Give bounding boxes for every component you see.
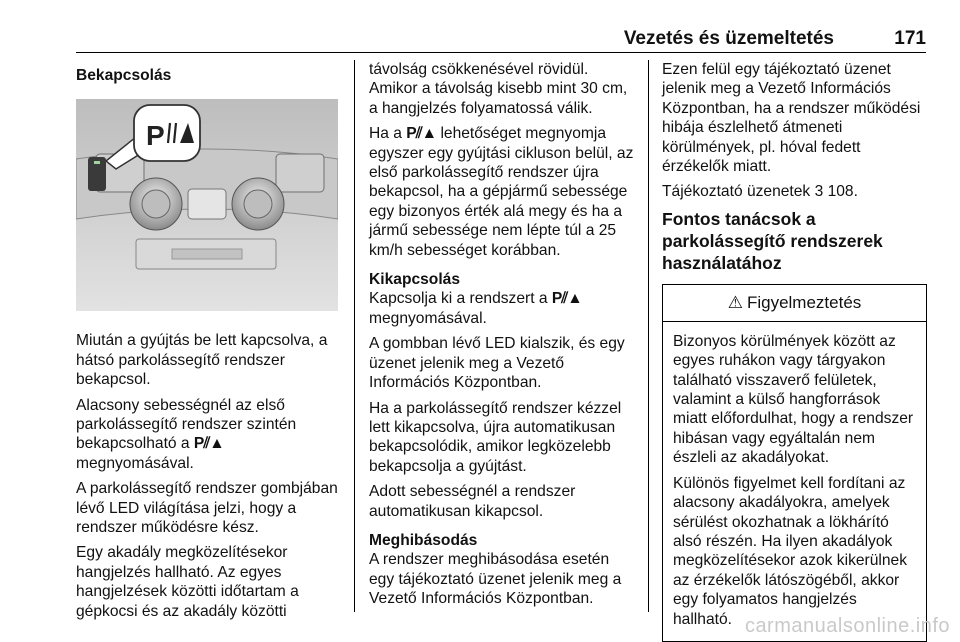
- watermark: carmanualsonline.info: [744, 615, 950, 637]
- paragraph: Kapcsolja ki a rendszert a P⫽▲ megnyomásával.: [369, 290, 582, 327]
- paragraph: Miután a gyújtás be lett kapcsolva, a hátsó parkolássegítő rendszer bekapcsol.: [76, 332, 328, 389]
- paragraph: A rendszer meghibásodása esetén egy tájékoztató üzenet jelenik meg a Vezető Információs Központban.: [369, 551, 622, 608]
- park-assist-symbol-icon: P⫽▲: [193, 435, 224, 453]
- warning-header: ⚠ Figyelmeztetés: [663, 285, 926, 322]
- paragraph: A parkolássegítő rendszer gombjában lévő LED világítása jelzi, hogy a rendszer működésre kész.: [76, 480, 338, 537]
- heading-kikapcsolas: Kikapcsolás: [369, 271, 461, 289]
- paragraph: Ezen felül egy tájékoztató üzenet jelenik meg a Vezető Információs Központban, ha a rendszer működési hibája észlelhető átmeneti körülmények, pl. hóval fedett érzékelők miatt.: [662, 61, 921, 176]
- paragraph: Alacsony sebességnél az első parkolássegítő rendszer szintén bekapcsolható a P⫽▲ megnyomásával.: [76, 396, 297, 472]
- park-assist-symbol-icon: P⫽▲: [551, 290, 582, 308]
- paragraph: távolság csökkenésével rövidül. Amikor a távolság kisebb mint 30 cm, a hangjelzés folyamatossá válik.: [369, 61, 628, 117]
- paragraph: Egy akadály megközelítésekor hangjelzés hallható. Az egyes hangjelzések közötti időtartam a gépkocsi és az akadály közötti: [76, 544, 299, 620]
- warning-box: [662, 284, 927, 642]
- center-console-image: [76, 99, 338, 311]
- page-number: 171: [894, 28, 926, 49]
- paragraph: Ha a P⫽▲ lehetőséget megnyomja egyszer egy gyújtási cikluson belül, az első parkolássegítő rendszer újra bekapcsol, ha a gépjármű sebessége egy bizonyos érték alá megy és ha a jármű sebessége nem lépte túl a 25 km/h sebességet korábban.: [369, 125, 634, 259]
- column-divider-1: [354, 60, 355, 612]
- paragraph: Tájékoztató üzenetek 3 108.: [662, 183, 858, 201]
- column-1: [76, 60, 341, 627]
- callout-label: P: [146, 120, 165, 152]
- led-indicator: [94, 161, 100, 164]
- warning-triangle-icon: ⚠: [727, 292, 743, 312]
- column-3: [662, 60, 927, 642]
- paragraph: A gombban lévő LED kialszik, és egy üzenet jelenik meg a Vezető Információs Központban.: [369, 335, 625, 392]
- page-header: [76, 26, 926, 53]
- page-reference-link[interactable]: 3 108.: [814, 183, 858, 201]
- park-assist-symbol-icon: P⫽▲: [406, 125, 437, 143]
- paragraph: Bizonyos körülmények között az egyes ruhákon vagy tárgyakon található visszaverő felületek, valamint a külső hangforrások miatt előfordulhat, hogy a rendszer hibásan vagy egyáltalán nem észleli az akadályokat.: [673, 332, 914, 467]
- paragraph: Ha a parkolássegítő rendszer kézzel lett kikapcsolva, újra automatikusan bekapcsolódik, amikor legközelebb bekapcsolja a gyújtást.: [369, 399, 622, 475]
- heading-meghibasodas: Meghibásodás: [369, 531, 478, 549]
- paragraph: Különös figyelmet kell fordítani az alacsony akadályokra, amelyek sérülést okozhatnak a lökhárító alsó részén. Ha ilyen akadályok megközelítésekor azok kikerülnek az érzékelők látószögéből, akkor egy folyamatos hangjelzés hallható.: [673, 474, 908, 628]
- page-title: Vezetés és üzemeltetés: [623, 28, 834, 49]
- console-illustration: [76, 99, 338, 311]
- warning-body: [663, 322, 926, 641]
- column-2: [369, 60, 634, 615]
- heading-bekapcsolas: Bekapcsolás: [76, 67, 172, 84]
- column-divider-2: [648, 60, 649, 612]
- section-heading: Fontos tanácsok a parkolássegítő rendszerek használatához: [662, 208, 883, 273]
- paragraph: Adott sebességnél a rendszer automatikusan kikapcsol.: [369, 483, 576, 520]
